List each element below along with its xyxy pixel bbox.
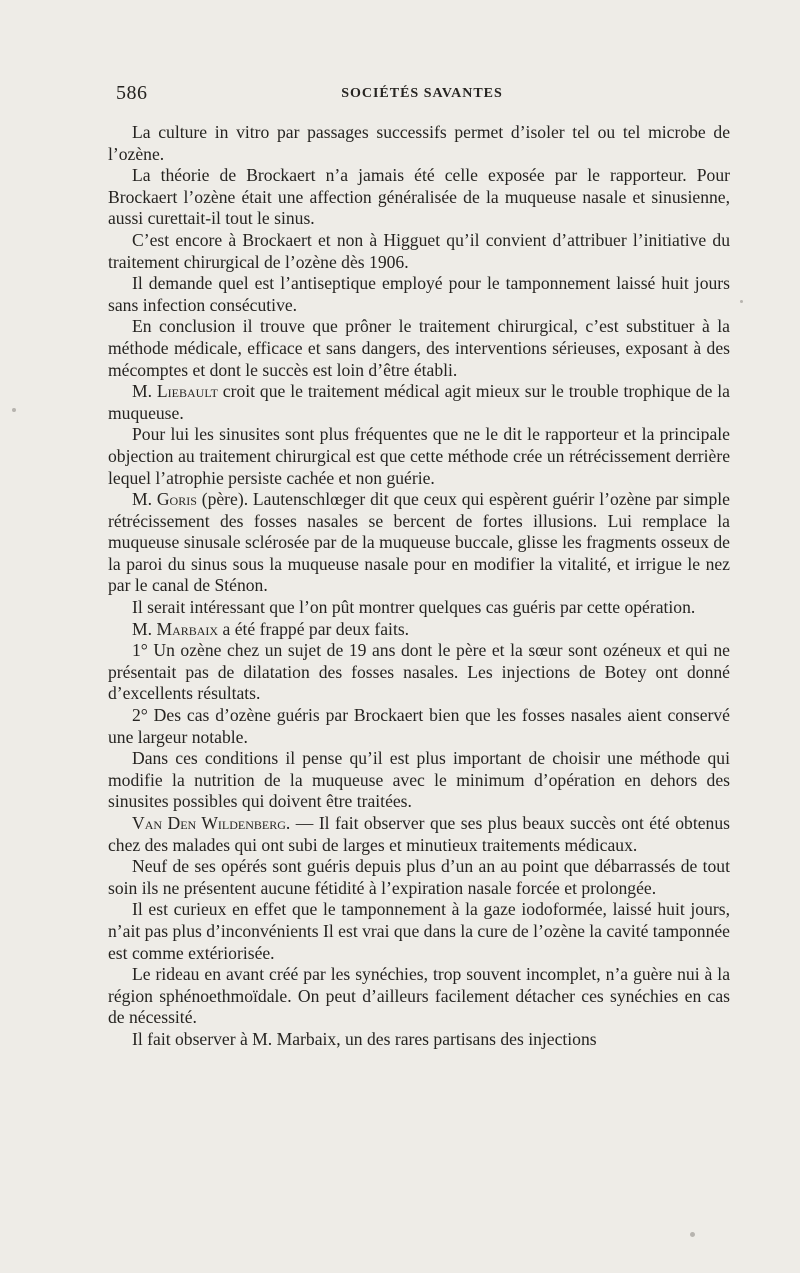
paragraph <box>108 597 730 619</box>
paragraph-text: La théorie de Brockaert n’a jamais été celle exposée par le rapporteur. Pour Brockaert l’ozène était une affection généralisée de la muqueuse nasale et sinusienne, aussi curettait-il tout le sinus. <box>108 165 730 229</box>
paragraph <box>108 899 730 964</box>
paragraph-text: 2° Des cas d’ozène guéris par Brockaert bien que les fosses nasales aient conservé une largeur notable. <box>108 705 730 747</box>
speaker-name: Van Den Wildenberg. <box>132 813 291 833</box>
paragraph-text: La culture in vitro par passages successifs permet d’isoler tel ou tel microbe de l’ozène. <box>108 122 730 164</box>
paragraph <box>108 165 730 230</box>
paper-speck <box>740 300 743 303</box>
paragraph <box>108 489 730 597</box>
paragraph-text: a été frappé par deux faits. <box>218 618 410 639</box>
paragraph-text: Il demande quel est l’antiseptique employé pour le tamponnement laissé huit jours sans infection consécutive. <box>108 273 730 315</box>
paragraph <box>108 230 730 273</box>
paragraph <box>108 424 730 489</box>
paragraph-text: Le rideau en avant créé par les synéchies, trop souvent incomplet, n’a guère nui à la région sphénoethmoïdale. On peut d’ailleurs facilement détacher ces synéchies en cas de nécessité. <box>108 964 730 1028</box>
paragraph-text: 1° Un ozène chez un sujet de 19 ans dont le père et la sœur sont ozéneux et qui ne présentait pas de dilatation des fosses nasales. Les injections de Botey ont donné d’excellents résultats. <box>108 640 730 704</box>
paper-speck <box>12 408 16 412</box>
paragraph <box>108 813 730 856</box>
paragraph-text: C’est encore à Brockaert et non à Higguet qu’il convient d’attribuer l’initiative du traitement chirurgical de l’ozène dès 1906. <box>108 229 730 272</box>
paragraph <box>108 619 730 641</box>
paragraph-text: Il serait intéressant que l’on pût montrer quelques cas guéris par cette opération. <box>132 597 696 618</box>
page-number: 586 <box>116 82 148 104</box>
paragraph <box>108 964 730 1029</box>
paragraph-text: Il est curieux en effet que le tamponnement à la gaze iodoformée, laissé huit jours, n’ait pas plus d’inconvénients Il est vrai que dans la cure de l’ozène la cavité tamponnée est comme extériorisée. <box>108 899 730 963</box>
paragraph <box>108 122 730 165</box>
paragraph-text: (père). Lautenschlœger dit que ceux qui espèrent guérir l’ozène par simple rétrécissement des fosses nasales se bercent de fortes illusions. Lui remplace la muqueuse sinusale sclérosée par de la muqueuse buccale, glisse les fragments osseux de la paroi du sinus sous la muqueuse nasale pour en modifier la vitalité, et irrigue le nez par le canal de Sténon. <box>108 489 730 596</box>
paragraph <box>108 856 730 899</box>
paragraph-text: Dans ces conditions il pense qu’il est plus important de choisir une méthode qui modifie la nutrition de la muqueuse avec le minimum d’opération en dehors des sinusites possibles qui doivent être traitées. <box>108 748 730 812</box>
speaker-name: M. Marbaix <box>132 618 219 639</box>
paragraph <box>108 381 730 424</box>
paragraph <box>108 640 730 705</box>
paragraph <box>108 316 730 381</box>
paragraph-text: — Il fait observer que ses plus beaux succès ont été obtenus chez des malades qui ont subi de larges et minutieux traitements médicaux. <box>108 813 730 855</box>
body-text <box>108 122 730 1051</box>
paragraph <box>108 1029 730 1051</box>
paragraph-text: Neuf de ses opérés sont guéris depuis plus d’un an au point que débarrassés de tout soin ils ne présentent aucune fétidité à l’expiration nasale forcée et prolongée. <box>108 856 730 898</box>
paragraph-text: Pour lui les sinusites sont plus fréquentes que ne le dit le rapporteur et la principale objection au traitement chirurgical est que cette méthode crée un rétrécissement derrière lequel l’atrophie persiste cachée et non guérie. <box>108 424 730 488</box>
paragraph-text: En conclusion il trouve que prôner le traitement chirurgical, c’est substituer à la méthode médicale, efficace et sans dangers, des interventions sérieuses, exposant à des mécomptes et dont le succès est loin d’être établi. <box>108 316 730 380</box>
section-title: SOCIÉTÉS SAVANTES <box>341 86 503 101</box>
speaker-name: M. Goris <box>132 489 197 510</box>
paragraph <box>108 748 730 813</box>
paragraph <box>108 705 730 748</box>
paragraph <box>108 273 730 316</box>
paper-speck <box>690 1232 695 1237</box>
running-head <box>112 82 732 112</box>
paragraph-text: Il fait observer à M. Marbaix, un des rares partisans des injections <box>132 1028 597 1049</box>
paragraph-text: croit que le traitement médical agit mieux sur le trouble trophique de la muqueuse. <box>108 381 730 423</box>
speaker-name: M. Liebault <box>132 381 218 402</box>
